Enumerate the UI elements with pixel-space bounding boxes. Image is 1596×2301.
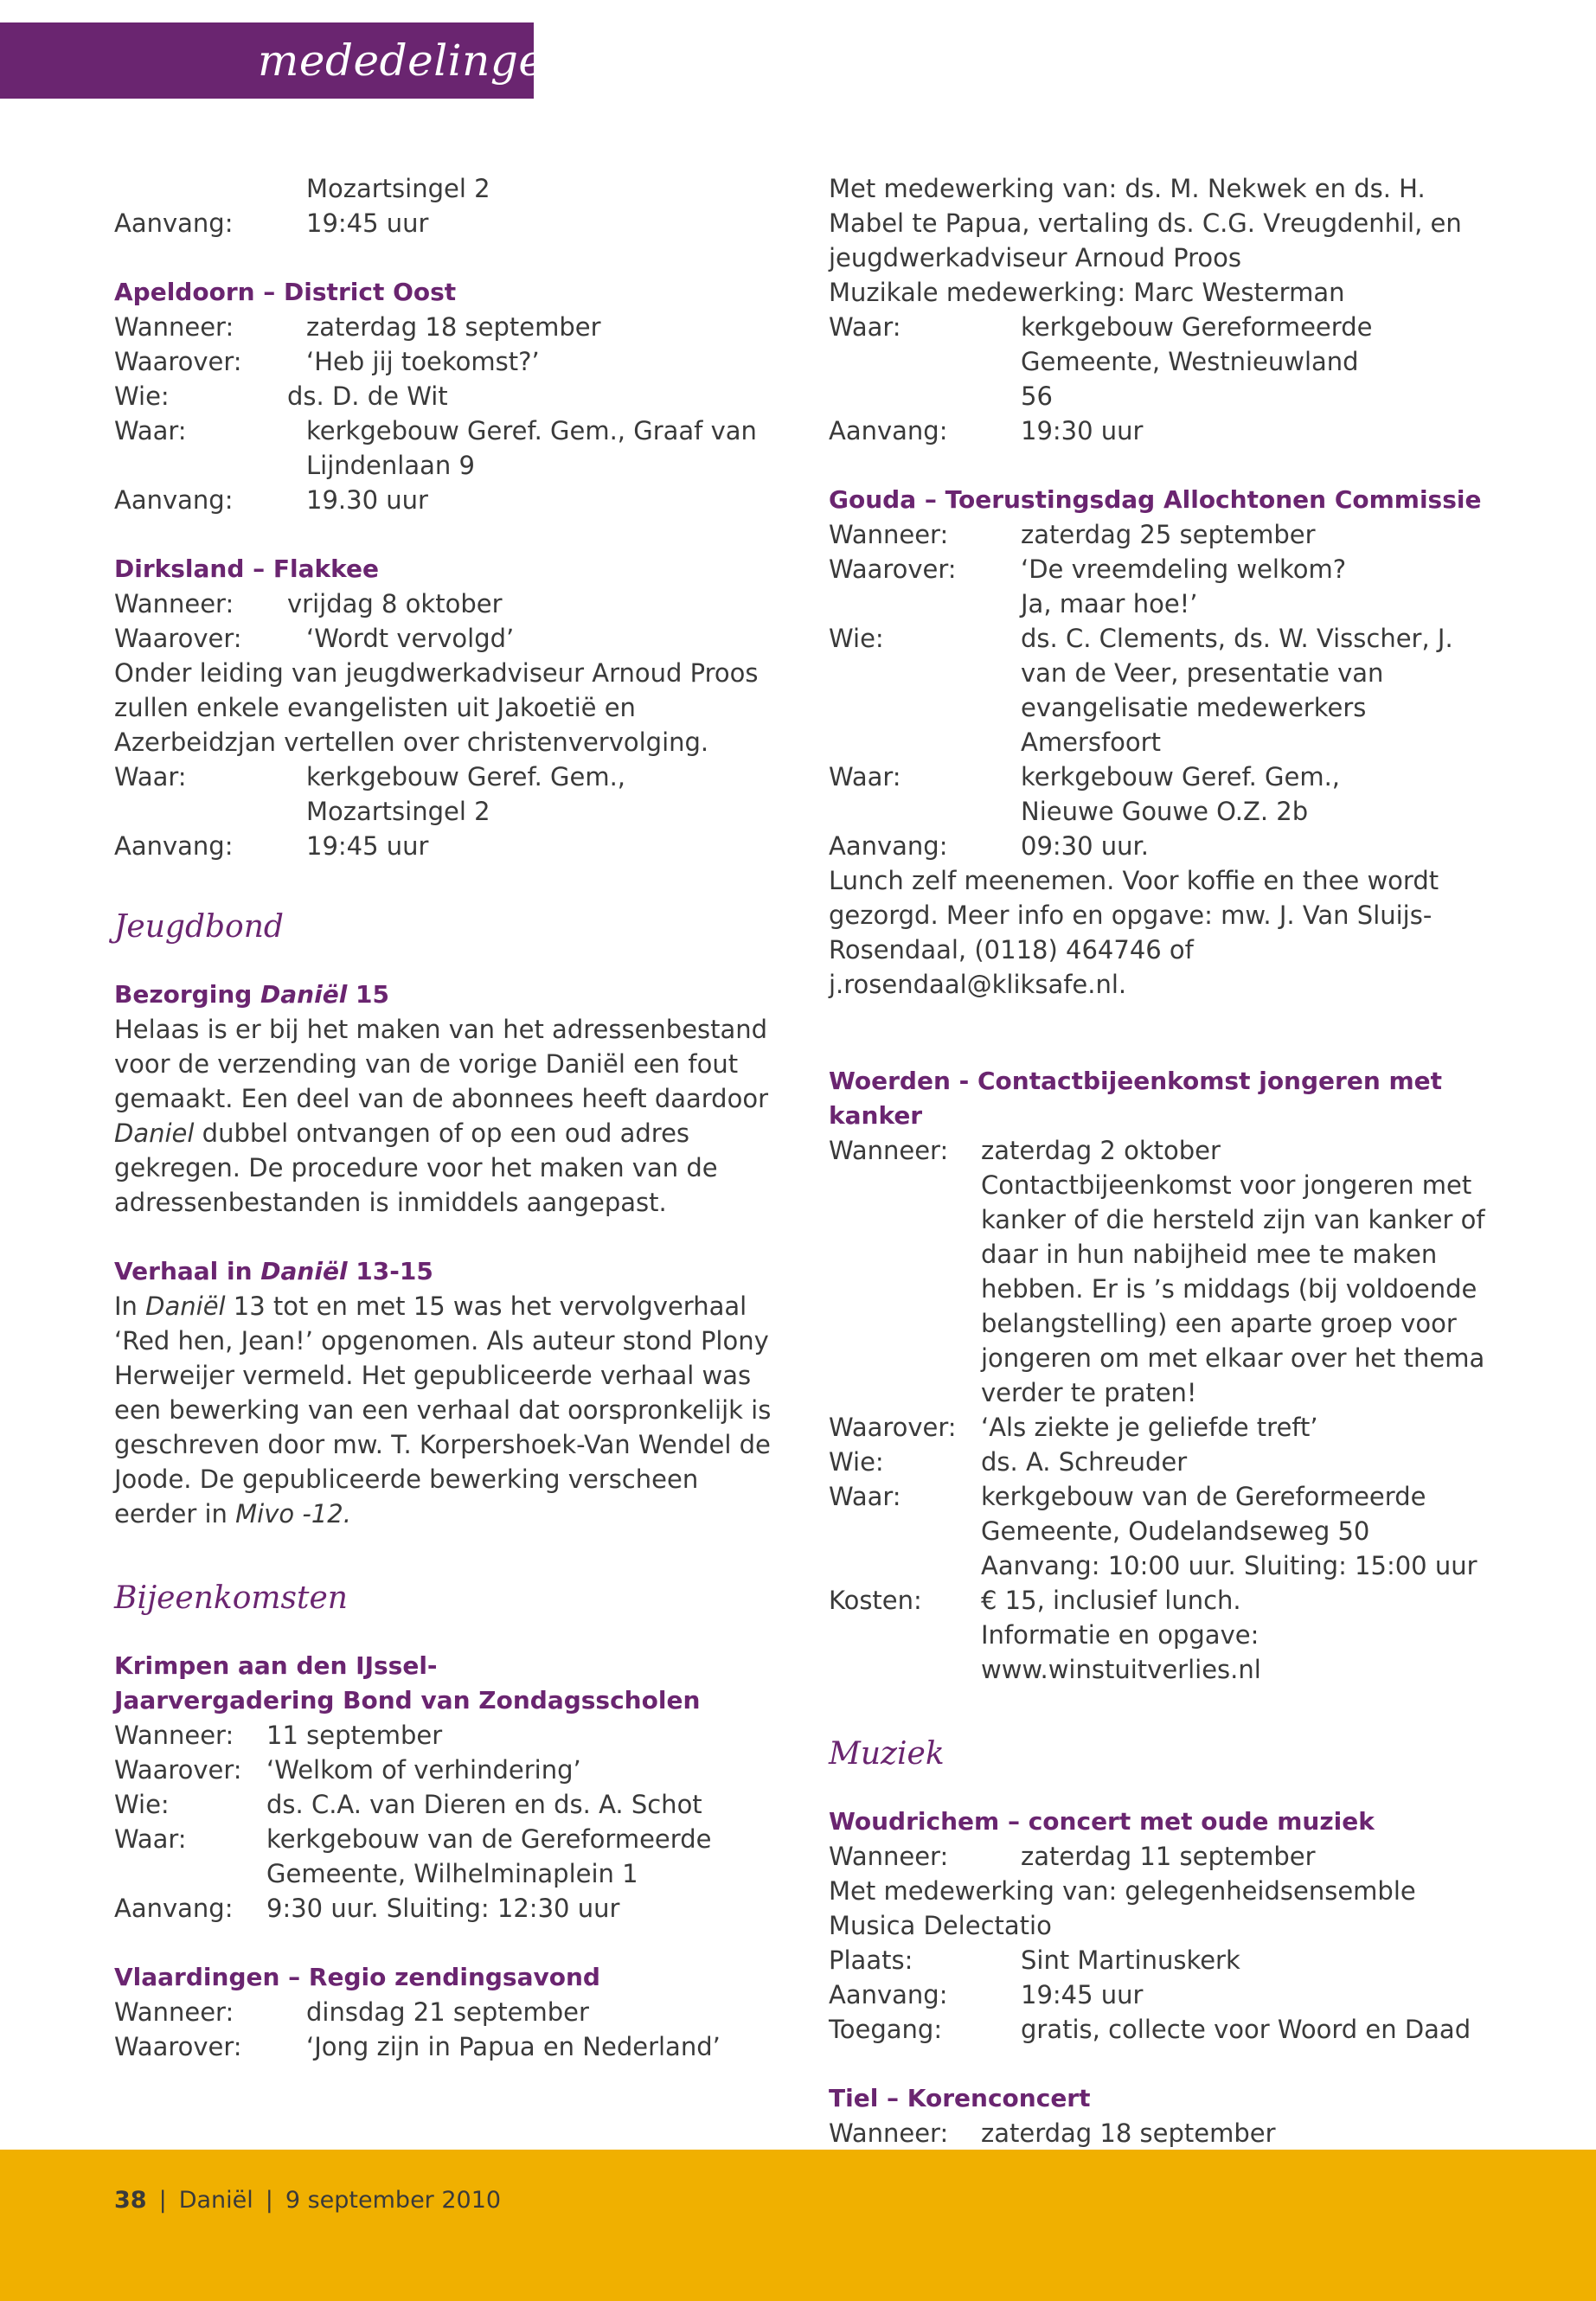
issue-date: 9 september 2010 [285,2187,502,2214]
bezorging-heading: Bezorging Daniël 15 [114,980,390,1009]
continued-start-row [114,206,789,240]
detail-row: Wie: ds. C. Clements, ds. W. Visscher, J. van de Veer, presentatie van evangelisatie medewerkers Amersfoort [829,624,1453,757]
detail-row: Waar: kerkgebouw Geref. Gem., Mozartsingel 2 [114,762,626,826]
footer-band [0,2150,1596,2301]
detail-row: Waar: kerkgebouw Geref. Gem., Nieuwe Gouwe O.Z. 2b [829,762,1341,826]
detail-row: Wanneer: zaterdag 18 september [829,2118,1276,2148]
detail-row: Wanneer: zaterdag 18 september [114,312,601,342]
detail-row: Aanvang: 10:00 uur. Sluiting: 15:00 uur [981,1551,1477,1580]
tiel-heading: Tiel – Korenconcert [829,2084,1091,2112]
woudrichem-heading: Woudrichem – concert met oude muziek [829,1807,1375,1836]
footer-separator: | [265,2187,273,2214]
magazine-name: Daniël [178,2187,253,2214]
detail-row: Aanvang: 19:45 uur [114,831,429,861]
detail-row: Waar: kerkgebouw van de Gereformeerde Gemeente, Wilhelminaplein 1 [114,1824,712,1888]
woudrichem-details [829,1943,1503,2047]
detail-row: www.winstuitverlies.nl [981,1655,1261,1684]
detail-row: Waarover: ‘Wordt vervolgd’ [114,624,515,653]
row-label: Aanvang: [114,208,234,238]
detail-row: Wie: ds. A. Schreuder [829,1447,1188,1477]
detail-row: Toegang: gratis, collecte voor Woord en Daad [829,2015,1471,2044]
verhaal-text: In Daniël 13 tot en met 15 was het vervolgverhaal ‘Red hen, Jean!’ opgenomen. Als auteur stond Plony Herweijer vermeld. Het gepubliceerde verhaal was een bewerking van een verhaal dat oorspronkelijk is geschreven door mw. T. Korpershoek-Van Wendel de Joode. De gepubliceerde bewerking verscheen eerder in Mivo -12. [114,1292,772,1529]
krimpen-heading-line2: Jaarvergadering Bond van Zondagsscholen [114,1686,701,1715]
detail-row: Aanvang: 9:30 uur. Sluiting: 12:30 uur [114,1894,620,1923]
vlaardingen-heading: Vlaardingen – Regio zendingsavond [114,1963,600,1991]
section-title-muziek: Muziek [829,1736,945,1772]
muziek-medewerking-text: Muzikale medewerking: Marc Westerman [829,278,1345,307]
woudrichem-text: Met medewerking van: gelegenheidsensemble Musica Delectatio [829,1876,1416,1940]
gouda-heading: Gouda – Toerustingsdag Allochtonen Commissie [829,485,1482,514]
detail-row: Contactbijeenkomst voor jongeren met kanker of die hersteld zijn van kanker of daar in hun nabijheid mee te maken hebben. Er is ’s middags (bij voldoende belangstelling) een aparte groep voor jongeren om met elkaar over het thema verder te praten! [981,1170,1485,1407]
right-column [829,171,1503,2220]
section-title-jeugdbond: Jeugdbond [114,909,284,945]
detail-row: Aanvang: 19.30 uur [114,485,428,515]
krimpen-heading-line1: Krimpen aan den IJssel- [114,1651,438,1680]
footer-separator: | [158,2187,167,2214]
woerden-details [829,1133,1503,1687]
krimpen-details [114,1718,789,1926]
event-details [829,310,1503,448]
detail-row: Informatie en opgave: [981,1620,1259,1650]
detail-row: Aanvang: 19:45 uur [829,1980,1144,2009]
gouda-text: Lunch zelf meenemen. Voor koffie en thee wordt gezorgd. Meer info en opgave: mw. J. Van Sluijs-Rosendaal, (0118) 464746 of j.rosendaal@kliksafe.nl. [829,866,1439,999]
detail-row: Wanneer: zaterdag 2 oktober [829,1136,1221,1165]
row-value: 19:45 uur [306,208,429,238]
gouda-details [829,517,1503,863]
detail-row: Wanneer: vrijdag 8 oktober [114,589,503,619]
detail-row: Waar: kerkgebouw Gereformeerde Gemeente, Westnieuwland 56 [829,312,1373,411]
detail-row: Waarover: ‘Als ziekte je geliefde treft’ [829,1413,1318,1442]
detail-row: Wanneer: 11 september [114,1721,443,1750]
dirksland-heading: Dirksland – Flakkee [114,554,379,583]
detail-row: Waar: kerkgebouw Geref. Gem., Graaf van Lijndenlaan 9 [114,416,757,480]
detail-row: Aanvang: 19:30 uur [829,416,1144,445]
apeldoorn-details [114,310,789,517]
vlaardingen-details [114,1995,789,2064]
apeldoorn-heading: Apeldoorn – District Oost [114,278,457,306]
detail-row: Waar: kerkgebouw van de Gereformeerde Gemeente, Oudelandseweg 50 [829,1482,1426,1546]
section-title-bijeenkomsten: Bijeenkomsten [114,1580,348,1616]
left-column [114,171,789,2064]
detail-row: Wie: ds. C.A. van Dieren en ds. A. Schot [114,1790,702,1819]
continued-address: Mozartsingel 2 [306,174,490,203]
detail-row: Wanneer: zaterdag 25 september [829,520,1316,549]
detail-row: Waarover: ‘De vreemdeling welkom? Ja, maar hoe!’ [829,554,1347,619]
detail-row: Wanneer: zaterdag 11 september [829,1842,1316,1871]
detail-row: Plaats: Sint Martinuskerk [829,1945,1240,1975]
detail-row: Wanneer: dinsdag 21 september [114,1997,589,2027]
detail-row: Aanvang: 09:30 uur. [829,831,1150,861]
detail-row: Waarover: ‘Heb jij toekomst?’ [114,347,540,376]
intro-text: Met medewerking van: ds. M. Nekwek en ds. H. Mabel te Papua, vertaling ds. C.G. Vreugdenhil, en jeugdwerkadviseur Arnoud Proos [829,174,1462,272]
bezorging-text: Helaas is er bij het maken van het adressenbestand voor de verzending van de vorige Daniël een fout gemaakt. Een deel van de abonnees heeft daardoor Daniel dubbel ontvangen of op een oud adres gekregen. De procedure voor het maken van de adressenbestanden is inmiddels aangepast. [114,1015,768,1217]
detail-row: Kosten: € 15, inclusief lunch. [829,1586,1241,1615]
page-number: 38 [114,2187,147,2214]
detail-row: Waarover: ‘Jong zijn in Papua en Nederland’ [114,2032,721,2061]
woerden-heading: Woerden - Contactbijeenkomst jongeren met kanker [829,1067,1443,1130]
footer [114,2183,501,2218]
dirksland-text: Onder leiding van jeugdwerkadviseur Arnoud Proos zullen enkele evangelisten uit Jakoetië en Azerbeidzjan vertellen over christenvervolging. [114,658,759,757]
detail-row: Waarover: ‘Welkom of verhindering’ [114,1755,581,1785]
page-title: mededelingen [258,35,574,86]
verhaal-heading: Verhaal in Daniël 13-15 [114,1257,433,1285]
detail-row: Wie: ds. D. de Wit [114,381,448,411]
